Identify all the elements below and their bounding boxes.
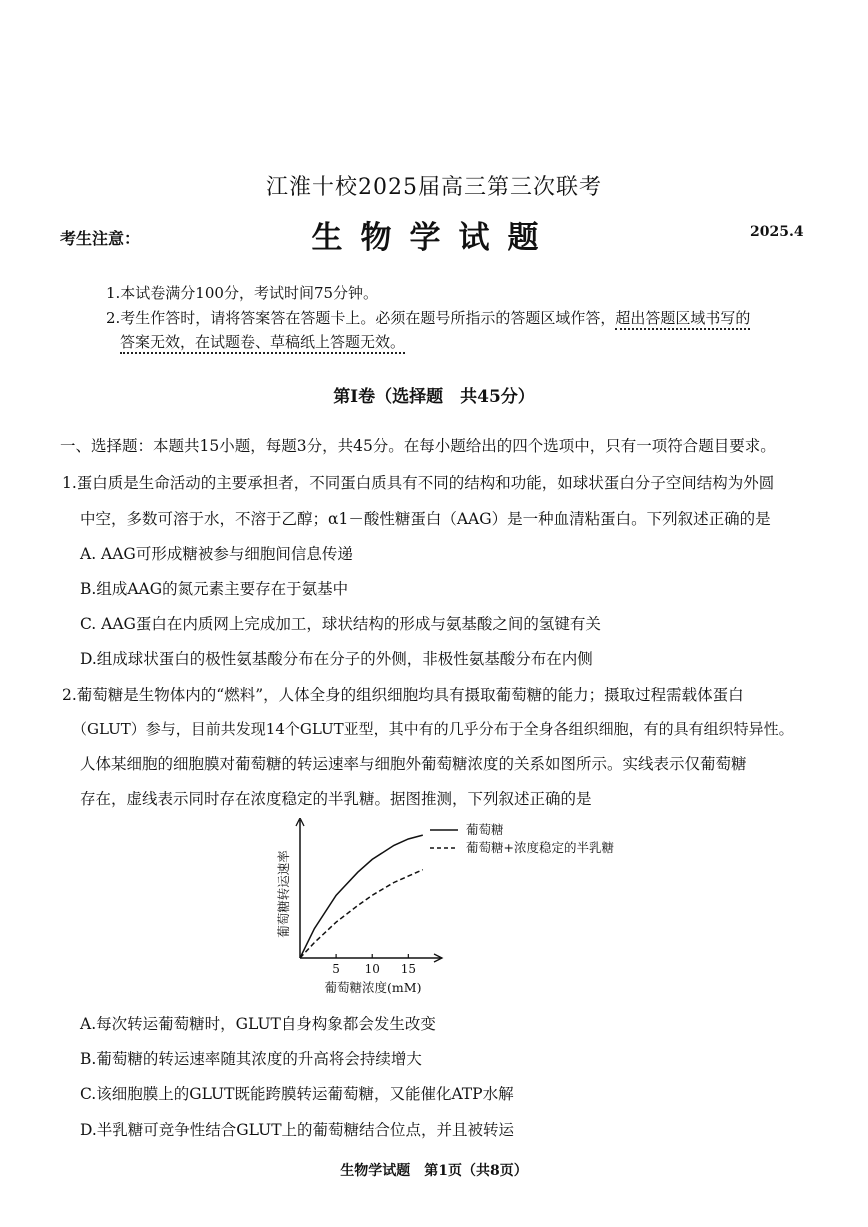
q1-option-a: A. AAG可形成糖被参与细胞间信息传递 [80,545,353,563]
chart-legend-label-2: 葡萄糖+浓度稳定的半乳糖 [466,840,614,855]
exam-date: 2025.4 [750,224,804,240]
notice-item-2-cont [120,331,405,352]
transport-rate-chart [270,818,650,998]
q2-stem-line4: 存在，虚线表示同时存在浓度稳定的半乳糖。据图推测，下列叙述正确的是 [80,790,592,808]
chart-x-tick-label: 10 [364,962,380,976]
q2-option-b: B.葡萄糖的转运速率随其浓度的升高将会持续增大 [80,1050,422,1068]
chart-legend-label-1: 葡萄糖 [466,822,504,837]
notice-item-2-emphasis-b: 答案无效，在试题卷、草稿纸上答题无效。 [120,333,405,354]
chart-legend [430,822,614,855]
q2-stem-line2: （GLUT）参与，目前共发现14个GLUT亚型，其中有的几乎分布于全身各组织细胞，有的具有组织特异性。 [72,720,794,738]
chart-series-line-2 [300,870,423,958]
exam-title: 江淮十校2025届高三第三次联考 [266,175,602,200]
notice-item-2 [106,307,750,328]
q2-stem-line1: 2.葡萄糖是生物体内的“燃料”，人体全身的组织细胞均具有摄取葡萄糖的能力；摄取过程需载体蛋白 [62,686,744,704]
q2-option-d: D.半乳糖可竞争性结合GLUT上的葡萄糖结合位点，并且被转运 [80,1121,515,1139]
page-footer: 生物学试题 第1页（共8页） [340,1163,528,1179]
q1-stem-line1: 1.蛋白质是生命活动的主要承担者，不同蛋白质具有不同的结构和功能，如球状蛋白分子空间结构为外圆 [62,474,775,492]
q1-option-b: B.组成AAG的氮元素主要存在于氨基中 [80,580,349,598]
chart-x-tick-label: 15 [400,962,416,976]
chart-y-label: 葡萄糖转运速率 [276,850,291,938]
q2-option-c: C.该细胞膜上的GLUT既能跨膜转运葡萄糖，又能催化ATP水解 [80,1085,514,1103]
chart-x-label: 葡萄糖浓度(mM) [324,980,422,995]
q1-stem-line2: 中空，多数可溶于水，不溶于乙醇；α1－酸性糖蛋白（AAG）是一种血清粘蛋白。下列叙述正确的是 [80,510,771,528]
notice-heading: 考生注意： [60,229,141,248]
notice-item-1: 1.本试卷满分100分，考试时间75分钟。 [106,284,379,302]
section-instruction: 一、选择题：本题共15小题，每题3分，共45分。在每小题给出的四个选项中，只有一项符合题目要求。 [60,437,776,455]
chart-axes [276,818,442,995]
section-title: 第Ⅰ卷（选择题 共45分） [333,387,535,407]
chart-series [300,835,423,958]
chart-x-tick-label: 5 [332,962,340,976]
q2-option-a: A.每次转运葡萄糖时，GLUT自身构象都会发生改变 [80,1015,436,1033]
notice-item-2-text: 2.考生作答时，请将答案答在答题卡上。必须在题号所指示的答题区域作答， [106,309,616,327]
q1-option-d: D.组成球状蛋白的极性氨基酸分布在分子的外侧，非极性氨基酸分布在内侧 [80,650,593,668]
chart-svg [270,818,650,998]
notice-item-2-emphasis-a: 超出答题区域书写的 [615,309,750,330]
q2-stem-line3: 人体某细胞的细胞膜对葡萄糖的转运速率与细胞外葡萄糖浓度的关系如图所示。实线表示仅葡萄糖 [80,755,747,773]
q1-option-c: C. AAG蛋白在内质网上完成加工，球状结构的形成与氨基酸之间的氢键有关 [80,615,601,633]
subject-title: 生物学试题 [311,220,557,256]
